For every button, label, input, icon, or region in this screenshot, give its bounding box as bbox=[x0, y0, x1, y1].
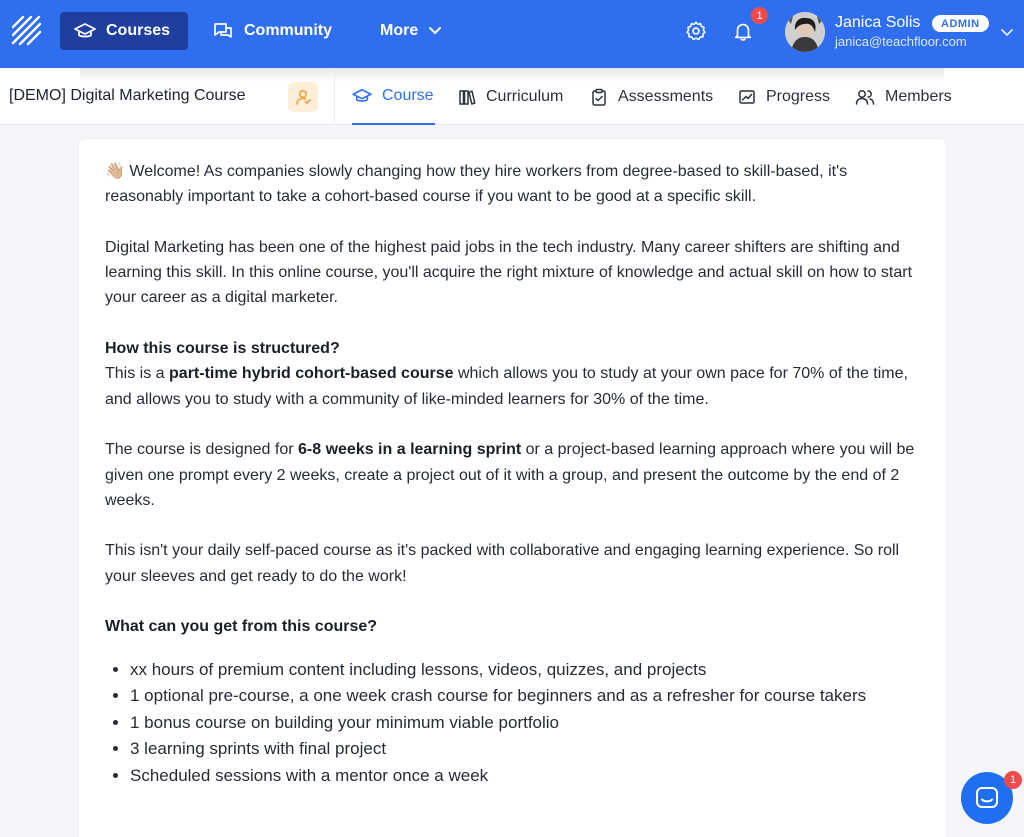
tab-curriculum-label: Curriculum bbox=[486, 87, 564, 105]
admin-role-badge: ADMIN bbox=[932, 15, 989, 32]
list-item: • 1 bonus course on building your minimum viable portfolio bbox=[130, 710, 925, 737]
nav-more-label: More bbox=[380, 22, 419, 39]
nav-courses-label: Courses bbox=[106, 22, 171, 39]
sprint-text-bold: 6-8 weeks in a learning sprint bbox=[298, 441, 522, 459]
waving-hand-emoji: 👋🏼 bbox=[105, 163, 125, 180]
intro-text: Welcome! As companies slowly changing how they hire workers from degree-based to skill-based, it's reasonably important to take a cohort-based course if you want to be good at a specific skill. bbox=[105, 163, 848, 206]
clipboard-icon bbox=[590, 88, 608, 106]
structure-heading-text: How this course is structured? bbox=[105, 340, 340, 358]
graduation-cap-icon bbox=[352, 88, 372, 104]
user-email: janica@teachfloor.com bbox=[835, 34, 967, 49]
user-menu-chevron-down-icon[interactable] bbox=[1000, 25, 1014, 43]
sprint-text-a: The course is designed for bbox=[105, 441, 298, 459]
nav-more-button[interactable] bbox=[366, 12, 456, 50]
books-icon bbox=[458, 88, 476, 106]
top-navigation-bar bbox=[0, 0, 1024, 68]
list-item: • Scheduled sessions with a mentor once a week bbox=[130, 763, 925, 790]
nav-community-button[interactable] bbox=[198, 12, 346, 50]
chat-unread-badge: 1 bbox=[1004, 771, 1022, 789]
hybrid-paragraph bbox=[105, 361, 925, 412]
teachfloor-logo-icon[interactable] bbox=[11, 15, 43, 47]
course-description bbox=[105, 159, 925, 789]
graduation-cap-icon bbox=[74, 22, 96, 40]
benefits-list bbox=[105, 657, 925, 790]
hybrid-text-c: which allows you to study at your own pace for 70% of the time, and allows you to study with a community of like-minded learners for 30% of the time. bbox=[105, 365, 908, 408]
notifications-bell-icon[interactable] bbox=[730, 18, 756, 44]
sprint-paragraph bbox=[105, 437, 925, 513]
nav-community-label: Community bbox=[244, 22, 332, 39]
chat-icon bbox=[974, 785, 1000, 811]
benefits-heading bbox=[105, 614, 925, 639]
list-item: • xx hours of premium content including lessons, videos, quizzes, and projects bbox=[130, 657, 925, 684]
chat-bubbles-icon bbox=[212, 21, 234, 41]
subnav-shadow bbox=[80, 68, 944, 82]
hybrid-text-bold: part-time hybrid cohort-based course bbox=[169, 365, 454, 383]
list-item: • 3 learning sprints with final project bbox=[130, 736, 925, 763]
industry-paragraph: Digital Marketing has been one of the highest paid jobs in the tech industry. Many career shifters are shifting and learning this skill. In this online course, you'll acquire the right mixture of knowledge and actual skill on how to start your career as a digital marketer. bbox=[105, 238, 913, 307]
tab-course-label: Course bbox=[382, 86, 434, 104]
chevron-down-icon bbox=[428, 26, 442, 36]
tab-progress-label: Progress bbox=[766, 87, 831, 105]
user-name[interactable]: Janica Solis bbox=[835, 14, 921, 31]
notification-count-badge: 1 bbox=[751, 7, 768, 24]
tab-members-label: Members bbox=[885, 87, 952, 105]
engagement-paragraph: This isn't your daily self-paced course as it's packed with collaborative and engaging learning experience. So roll your sleeves and get ready to do the work! bbox=[105, 542, 900, 585]
tab-assessments-label: Assessments bbox=[618, 87, 714, 105]
course-title: [DEMO] Digital Marketing Course bbox=[9, 87, 246, 104]
settings-gear-icon[interactable] bbox=[683, 18, 709, 44]
user-avatar[interactable] bbox=[785, 12, 825, 52]
hybrid-text-a: This is a bbox=[105, 365, 170, 383]
list-item: • 1 optional pre-course, a one week crash course for beginners and as a refresher for course takers bbox=[130, 683, 925, 710]
sprint-text-c: or a project-based learning approach where you will be given one prompt every 2 weeks, create a project out of it with a group, and present the outcome by the end of 2 weeks. bbox=[105, 441, 915, 509]
chart-icon bbox=[738, 88, 756, 106]
instructor-user-icon[interactable] bbox=[288, 82, 318, 112]
nav-courses-button[interactable] bbox=[60, 12, 188, 50]
users-icon bbox=[855, 88, 875, 106]
structure-heading bbox=[105, 336, 925, 361]
benefits-heading-text: What can you get from this course? bbox=[105, 618, 378, 636]
intro-paragraph bbox=[105, 159, 925, 210]
